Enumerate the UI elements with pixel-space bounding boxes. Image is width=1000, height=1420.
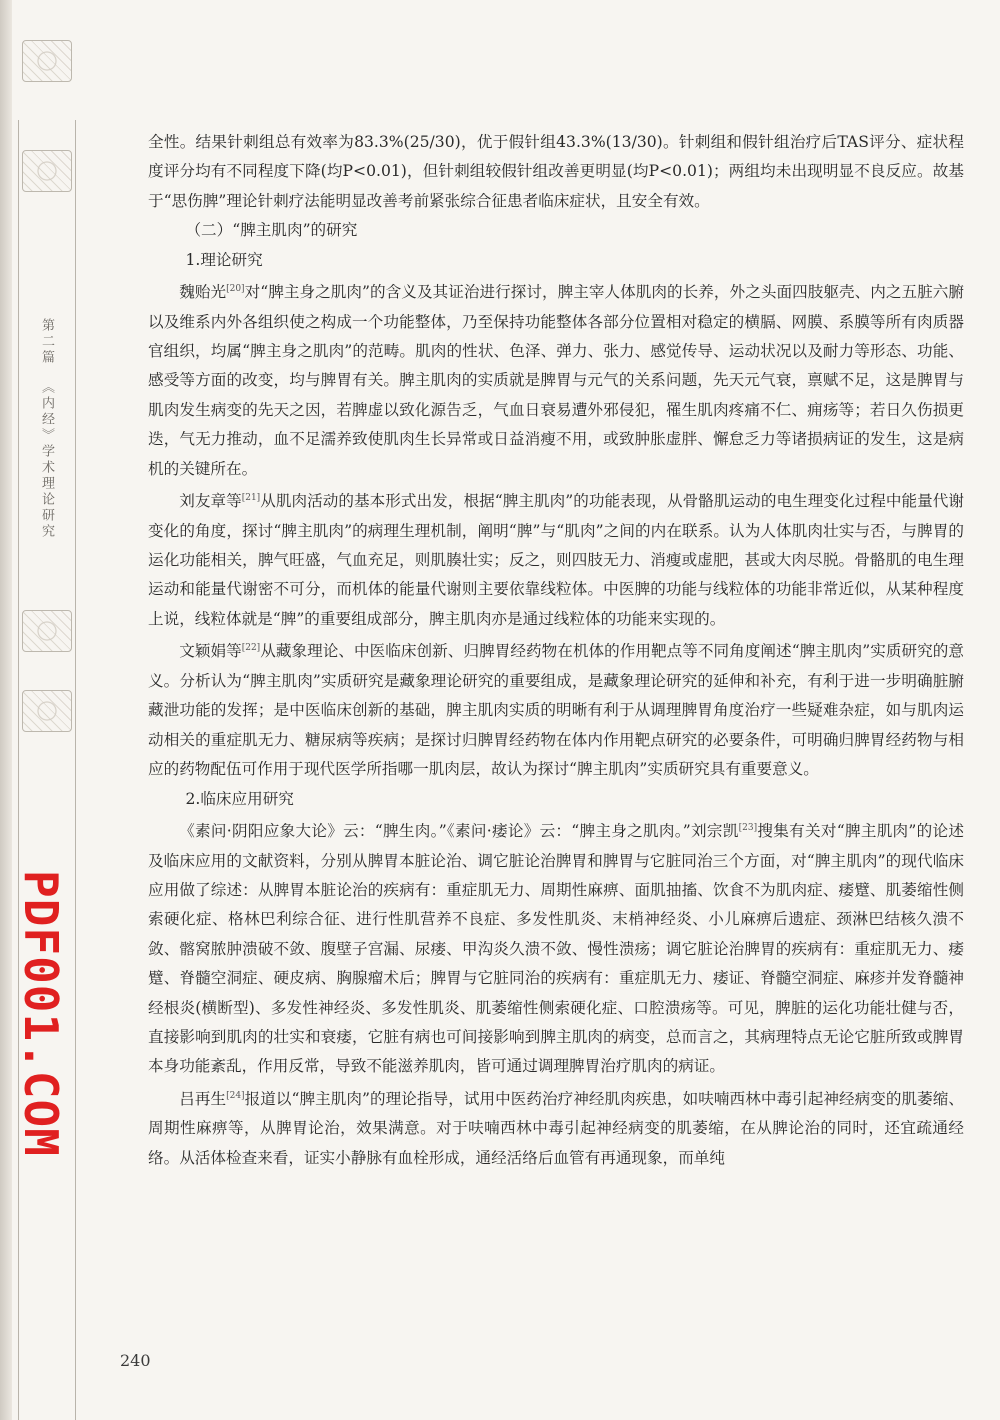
paragraph-text: 对“脾主身之肌肉”的含义及其证治进行探讨，脾主宰人体肌肉的长养，外之头面四肢躯壳、内之五脏六腑以及维系内外各组织使之构成一个功能整体，乃至保持功能整体各部分位置相对稳定的横膈、网膜、系膜等所有肉质器官组织，均属“脾主身之肌肉”的范畴。肌肉的性状、色泽、弹力、张力、感觉传导、运动状况以及耐力等形态、功能、感受等方面的改变，均与脾胃有关。脾主肌肉的实质就是脾胃与元气的关系问题，先天元气衰，禀赋不足，这是脾胃与肌肉发生病变的先天之因，若脾虚以致化源告乏，气血日衰易遭外邪侵犯，罹生肌肉疼痛不仁、痈疡等；若日久伤损更迭，气无力推动，血不足濡养致使肌肉生长异常或日益消瘦不用，或致肿胀虚胖、懈怠乏力等诸损病证的发生，这是病机的关键所在。 (148, 283, 964, 478)
paragraph-wen (148, 634, 964, 784)
ornament-icon (22, 150, 72, 192)
citation-ref: [24] (226, 1090, 245, 1101)
page-number: 240 (120, 1351, 151, 1370)
paragraph-text: 从藏象理论、中医临床创新、归脾胃经药物在机体的作用靶点等不同角度阐述“脾主肌肉”实质研究的意义。分析认为“脾主肌肉”实质研究是藏象理论研究的重要组成，是藏象理论研究的延伸和补充，有利于进一步明确脏腑藏泄功能的发挥；是中医临床创新的基础，脾主肌肉实质的明晰有利于从调理脾胃角度治疗一些疑难杂症，如与肌肉运动相关的重症肌无力、糖尿病等疾病；是探讨归脾胃经药物在体内作用靶点研究的必要条件，可明确归脾胃经药物与相应的药物配伍可作用于现代医学所指哪一肌肉层，故认为探讨“脾主肌肉”实质研究具有重要意义。 (148, 642, 964, 779)
paragraph-intro: 全性。结果针刺组总有效率为83.3%(25/30)，优于假针组43.3%(13/30)。针刺组和假针组治疗后TAS评分、症状程度评分均有不同程度下降(均P<0.01)，但针刺组较假针组改善更明显(均P<0.01)；两组均未出现明显不良反应。故基于“思伤脾”理论针刺疗法能明显改善考前紧张综合征患者临床症状，且安全有效。 (148, 133, 964, 210)
paragraph-text: 报道以“脾主肌肉”的理论指导，试用中医药治疗神经肌肉疾患，如呋喃西林中毒引起神经病变的肌萎缩、周期性麻痹等，从脾胃论治，效果满意。对于呋喃西林中毒引起神经病变的肌萎缩，在从脾论治的同时，还宜疏通经络。从活体检查来看，证实小静脉有血栓形成，通经活络后血管有再通现象，而单纯 (148, 1089, 964, 1167)
ornament-icon (22, 40, 72, 82)
paragraph-lead: 《素问·阴阳应象大论》云：“脾生肉。”《素问·痿论》云：“脾主身之肌肉。”刘宗凯 (179, 822, 739, 841)
sidebar-title-label: 《内经》学术理论研究 (39, 380, 54, 540)
ornament-icon (22, 610, 72, 652)
ornament-icon (22, 690, 72, 732)
author-name: 刘友章等 (179, 492, 242, 511)
page-binding-edge (0, 0, 12, 1420)
paragraph-text: 搜集有关对“脾主肌肉”的论述及临床应用的文献资料，分别从脾胃本脏论治、调它脏论治脾胃和脾胃与它脏同治三个方面，对“脾主肌肉”的现代临床应用做了综述：从脾胃本脏论治的疾病有：重症肌无力、周期性麻痹、面肌抽搐、饮食不为肌肉症、痿躄、肌萎缩性侧索硬化症、格林巴利综合征、进行性肌营养不良症、多发性肌炎、末梢神经炎、小儿麻痹后遗症、颈淋巴结核久溃不敛、髂窝脓肿溃破不敛、腹壁子宫漏、尿瘘、甲沟炎久溃不敛、慢性溃疡；调它脏论治脾胃的疾病有：重症肌无力、痿躄、脊髓空洞症、硬皮病、胸腺瘤术后；脾胃与它脏同治的疾病有：重症肌无力、痿证、脊髓空洞症、麻疹并发脊髓神经根炎(横断型)、多发性神经炎、多发性肌炎、肌萎缩性侧索硬化症、口腔溃疡等。可见，脾脏的运化功能壮健与否，直接影响到肌肉的壮实和衰痿，它脏有病也可间接影响到脾主肌肉的病变，总而言之，其病理特点无论它脏所致或脾胃本身功能紊乱，作用反常，导致不能滋养肌肉，皆可通过调理脾胃治疗肌肉的病证。 (148, 822, 964, 1076)
main-text (148, 128, 964, 1173)
sidebar-section-label (28, 318, 64, 540)
author-name: 吕再生 (179, 1089, 227, 1108)
watermark-text: PDF001.COM (14, 870, 68, 1157)
section-heading: （二）“脾主肌肉”的研究 (185, 221, 358, 240)
paragraph-lv (148, 1082, 964, 1173)
citation-ref: [22] (241, 643, 261, 654)
subsection-heading-clinical: 2.临床应用研究 (185, 789, 294, 808)
paragraph-clinical (148, 814, 964, 1082)
margin-decorative-band (18, 120, 76, 1420)
paragraph-liu (148, 484, 964, 634)
sidebar-part-label: 第二篇 (39, 318, 54, 366)
author-name: 文颖娟等 (179, 642, 242, 661)
paragraph-wei (148, 275, 964, 484)
citation-ref: [20] (226, 284, 245, 295)
subsection-heading-theory: 1.理论研究 (185, 250, 263, 269)
author-name: 魏贻光 (179, 283, 227, 302)
paragraph-text: 从肌肉活动的基本形式出发，根据“脾主肌肉”的功能表现，从骨骼肌运动的电生理变化过程中能量代谢变化的角度，探讨“脾主肌肉”的病理生理机制，阐明“脾”与“肌肉”之间的内在联系。认为人体肌肉壮实与否，与脾胃的运化功能相关，脾气旺盛，气血充足，则肌腠壮实；反之，则四肢无力、消瘦或虚肥，甚或大肉尽脱。骨骼肌的电生理运动和能量代谢密不可分，而机体的能量代谢则主要依靠线粒体。中医脾的功能与线粒体的功能非常近似，从某种程度上说，线粒体就是“脾”的重要组成部分，脾主肌肉亦是通过线粒体的功能来实现的。 (148, 492, 964, 628)
citation-ref: [21] (241, 493, 261, 504)
citation-ref: [23] (738, 822, 758, 833)
